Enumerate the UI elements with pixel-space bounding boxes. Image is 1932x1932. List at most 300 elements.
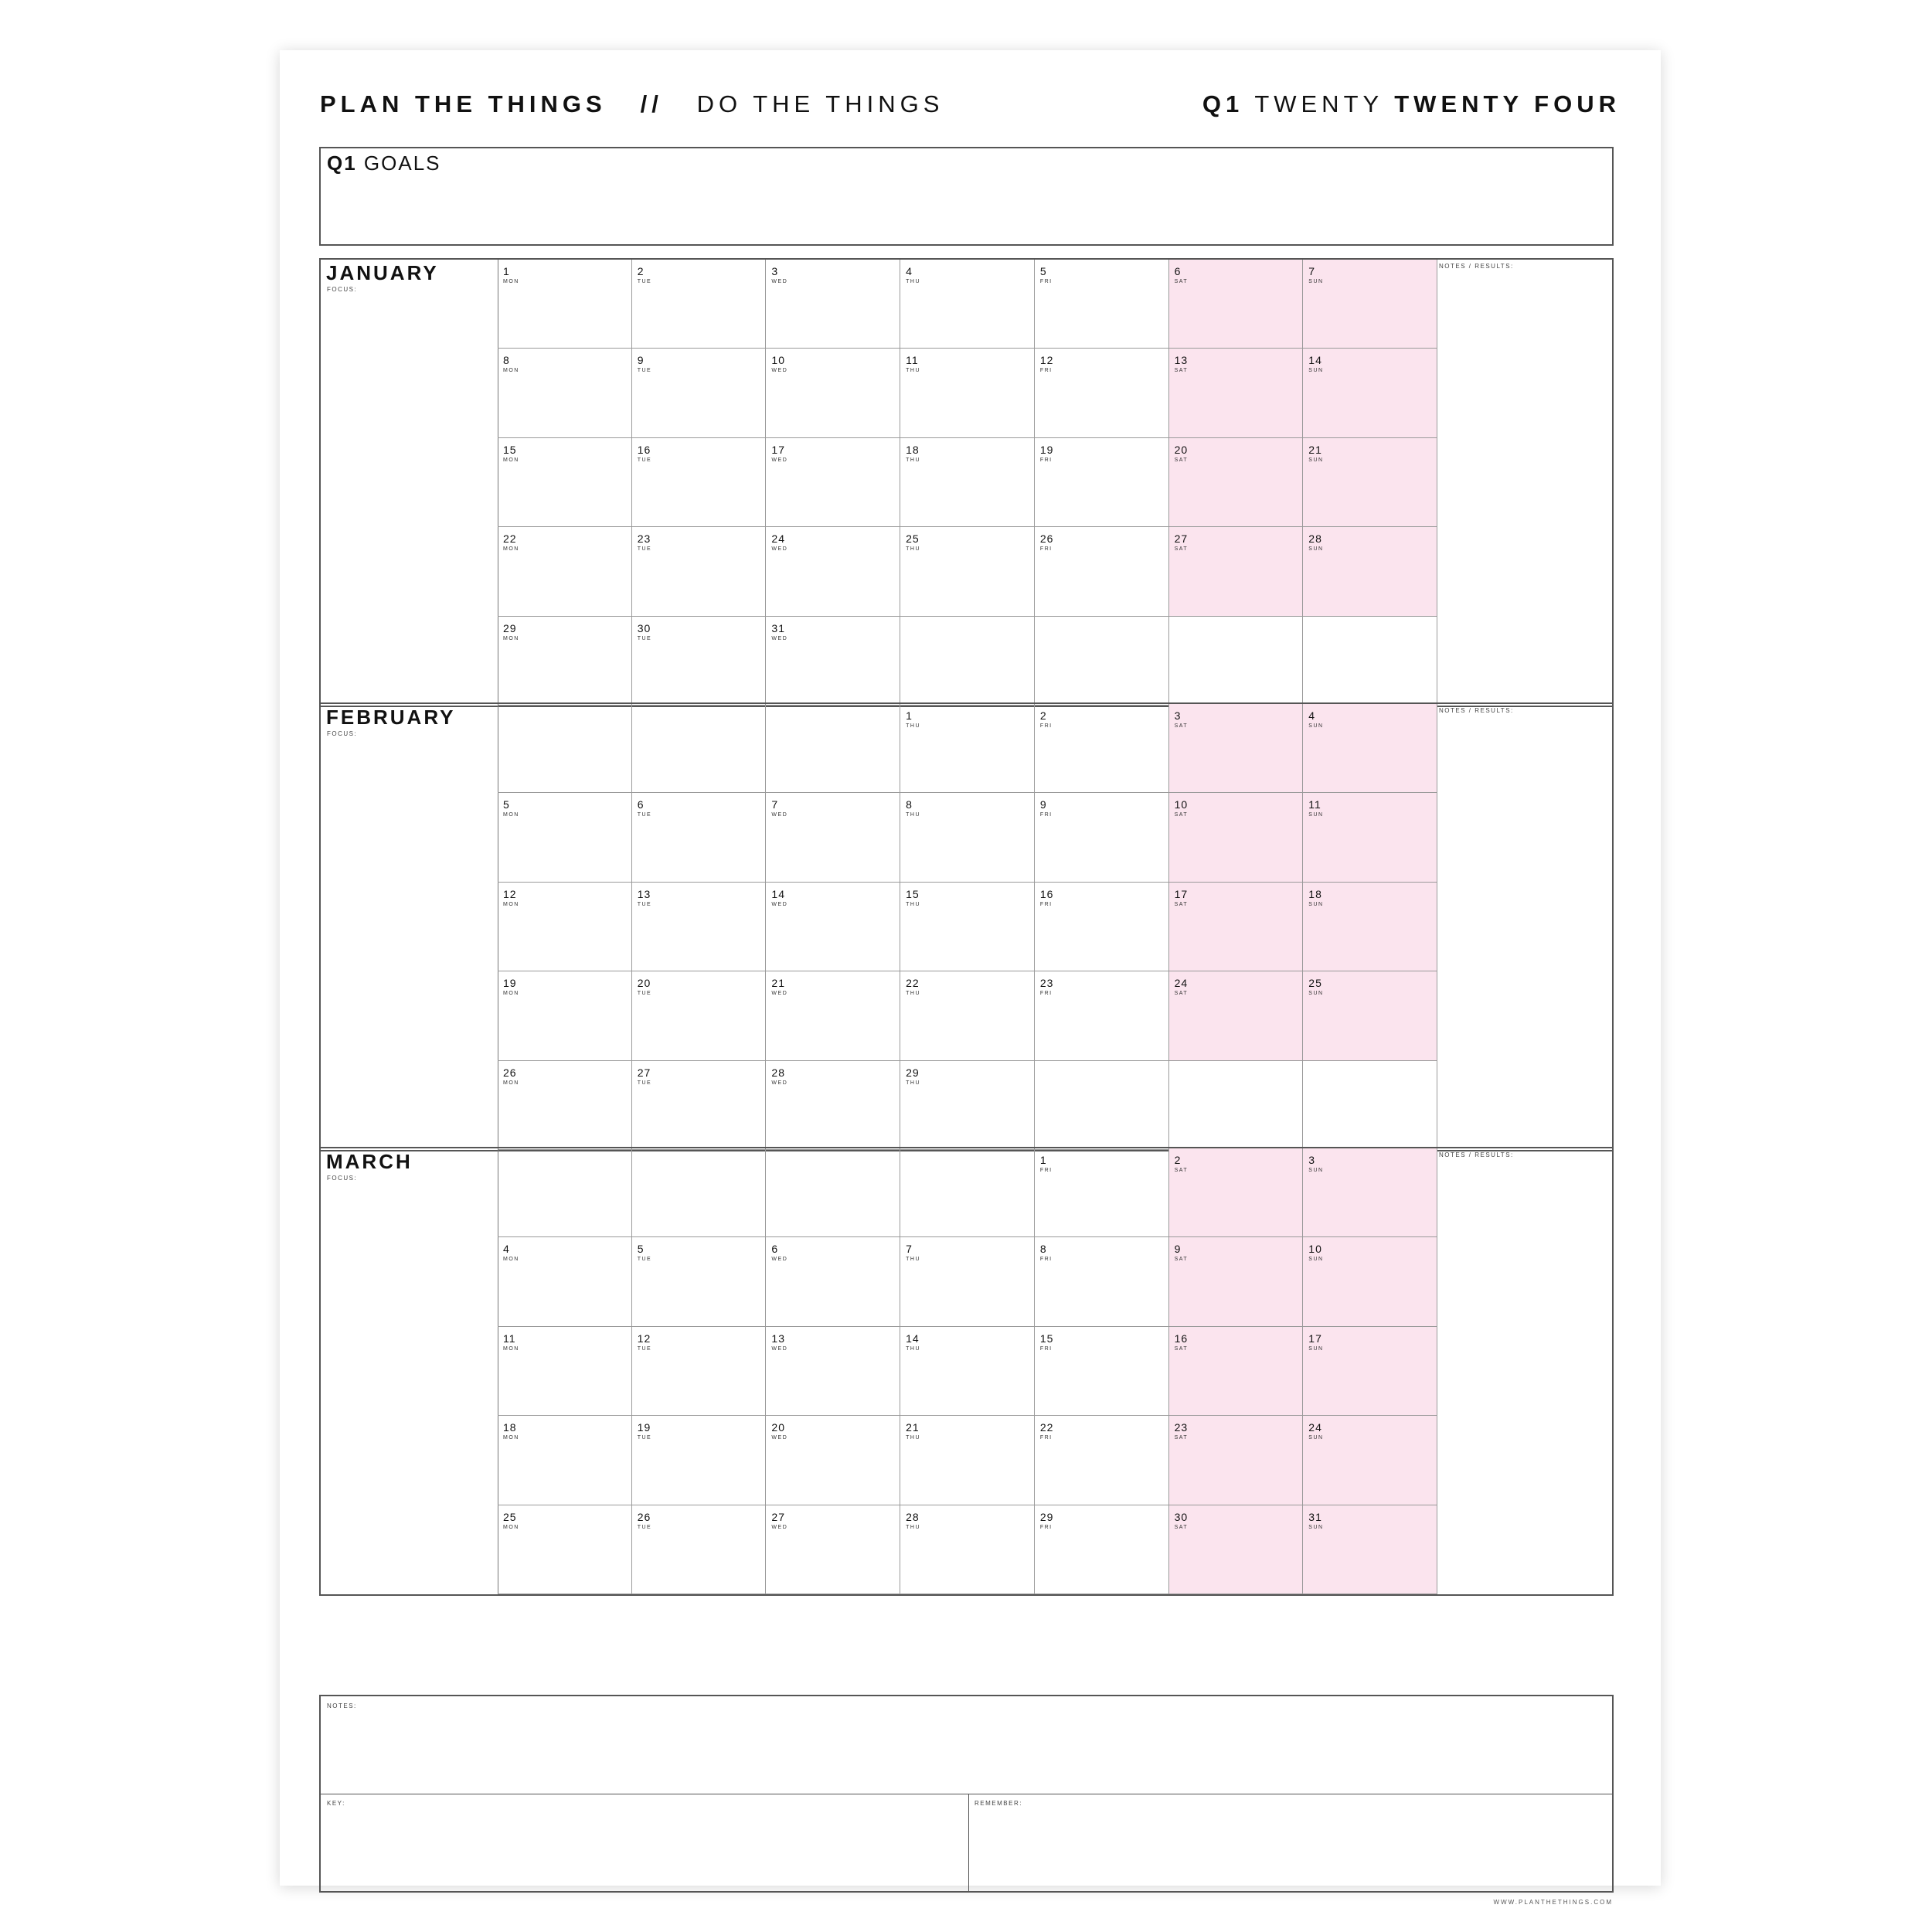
day-cell[interactable] xyxy=(766,1416,900,1505)
day-cell[interactable] xyxy=(1169,704,1304,793)
day-cell[interactable] xyxy=(1303,1148,1437,1237)
day-number: 11 xyxy=(1308,798,1321,811)
weekday-label: FRI xyxy=(1039,723,1053,729)
day-cell[interactable] xyxy=(766,1237,900,1326)
weekday-label: TUE xyxy=(637,1524,652,1530)
day-cell[interactable] xyxy=(1169,438,1304,527)
page-header xyxy=(320,85,1621,124)
weekday-label: MON xyxy=(503,812,519,818)
goals-box[interactable] xyxy=(319,147,1614,246)
weekday-label: SUN xyxy=(1308,546,1324,553)
weekday-label: FRI xyxy=(1039,368,1053,374)
empty-cell xyxy=(1035,1061,1169,1150)
day-number: 15 xyxy=(1039,1332,1054,1345)
weekday-label: MON xyxy=(503,1080,519,1086)
day-number: 27 xyxy=(1174,532,1189,546)
month-name: JANUARY xyxy=(326,261,439,284)
day-number: 14 xyxy=(1308,354,1322,367)
day-number: 1 xyxy=(503,265,510,277)
weekday-label: WED xyxy=(771,635,788,641)
day-number: 26 xyxy=(1039,532,1054,546)
day-number: 10 xyxy=(1308,1243,1322,1256)
day-number: 21 xyxy=(1308,443,1322,456)
weekday-label: FRI xyxy=(1039,1435,1053,1441)
weekday-label: SAT xyxy=(1174,546,1189,553)
day-cell[interactable] xyxy=(1035,1237,1169,1326)
header-separator: // xyxy=(640,90,663,117)
day-number: 16 xyxy=(1174,1332,1189,1345)
day-cell[interactable] xyxy=(498,1061,632,1150)
weekday-label: TUE xyxy=(637,635,652,641)
day-number: 7 xyxy=(906,1243,913,1256)
weekday-label: WED xyxy=(771,457,788,463)
day-cell[interactable] xyxy=(1035,1327,1169,1416)
weekday-label: SUN xyxy=(1308,1435,1324,1441)
day-cell[interactable] xyxy=(1035,704,1169,793)
day-number: 24 xyxy=(771,532,785,546)
day-number: 12 xyxy=(1039,354,1054,367)
day-cell[interactable] xyxy=(1169,793,1304,882)
focus-label: FOCUS: xyxy=(327,286,358,293)
weekday-label: TUE xyxy=(637,812,652,818)
day-cell[interactable] xyxy=(498,971,632,1060)
weekday-label: THU xyxy=(906,812,921,818)
weekday-label: SUN xyxy=(1308,279,1324,284)
weekday-label: FRI xyxy=(1039,1345,1053,1352)
weekday-label: SUN xyxy=(1308,901,1324,907)
weekday-label: SUN xyxy=(1308,1345,1324,1352)
day-number: 22 xyxy=(906,977,920,990)
day-cell[interactable] xyxy=(498,349,632,437)
day-cell[interactable] xyxy=(900,438,1035,527)
day-number: 23 xyxy=(1039,977,1054,990)
day-cell[interactable] xyxy=(1035,1148,1169,1237)
weekday-label: MON xyxy=(503,546,519,553)
empty-cell xyxy=(498,1148,632,1237)
goals-text: GOALS xyxy=(363,151,441,175)
day-cell[interactable] xyxy=(900,704,1035,793)
day-cell[interactable] xyxy=(498,1416,632,1505)
day-number: 6 xyxy=(637,798,645,811)
weekday-label: MON xyxy=(503,368,519,374)
weekday-label: THU xyxy=(906,279,921,284)
day-number: 22 xyxy=(1039,1421,1054,1434)
weekday-label: SUN xyxy=(1308,1524,1324,1530)
remember-label: REMEMBER: xyxy=(975,1800,1022,1807)
weekday-label: THU xyxy=(906,991,921,997)
day-number: 25 xyxy=(906,532,920,546)
month-name: MARCH xyxy=(326,1150,413,1173)
notes-results-label: NOTES / RESULTS: xyxy=(1439,1151,1514,1158)
day-number: 23 xyxy=(637,532,651,546)
day-cell[interactable] xyxy=(632,793,767,882)
day-cell[interactable] xyxy=(1035,349,1169,437)
day-number: 19 xyxy=(503,977,517,990)
day-cell[interactable] xyxy=(498,883,632,971)
weekday-label: TUE xyxy=(637,368,652,374)
day-cell[interactable] xyxy=(900,527,1035,616)
weekday-label: SUN xyxy=(1308,991,1324,997)
day-number: 15 xyxy=(906,887,920,900)
weekday-label: THU xyxy=(906,1080,921,1086)
day-cell[interactable] xyxy=(1303,438,1437,527)
day-cell[interactable] xyxy=(766,1061,900,1150)
calendar-grid xyxy=(498,1148,1437,1594)
day-number: 13 xyxy=(637,887,651,900)
day-cell[interactable] xyxy=(632,971,767,1060)
day-number: 20 xyxy=(1174,443,1189,456)
weekday-label: WED xyxy=(771,1345,788,1352)
weekday-label: MON xyxy=(503,1257,519,1263)
weekday-label: SAT xyxy=(1174,368,1189,374)
weekday-label: SAT xyxy=(1174,723,1189,729)
day-number: 28 xyxy=(906,1510,920,1523)
day-cell[interactable] xyxy=(900,883,1035,971)
empty-cell xyxy=(1169,1061,1304,1150)
day-number: 18 xyxy=(503,1421,517,1434)
empty-cell xyxy=(1035,617,1169,706)
focus-label: FOCUS: xyxy=(327,1175,358,1182)
day-cell[interactable] xyxy=(766,438,900,527)
calendar-grid xyxy=(498,260,1437,706)
day-cell[interactable] xyxy=(632,349,767,437)
empty-cell xyxy=(632,1148,767,1237)
weekday-label: SAT xyxy=(1174,457,1189,463)
weekday-label: MON xyxy=(503,1524,519,1530)
weekday-label: TUE xyxy=(637,1435,652,1441)
day-number: 8 xyxy=(906,798,913,811)
day-cell[interactable] xyxy=(900,349,1035,437)
day-number: 18 xyxy=(906,443,920,456)
day-number: 12 xyxy=(503,887,517,900)
day-number: 24 xyxy=(1174,977,1189,990)
day-number: 27 xyxy=(637,1066,651,1079)
weekday-label: SUN xyxy=(1308,1168,1324,1173)
weekday-label: SUN xyxy=(1308,723,1324,729)
day-number: 20 xyxy=(637,977,651,990)
day-cell[interactable] xyxy=(1169,349,1304,437)
day-cell[interactable] xyxy=(1303,793,1437,882)
day-number: 13 xyxy=(771,1332,785,1345)
weekday-label: MON xyxy=(503,1435,519,1441)
day-number: 4 xyxy=(503,1243,510,1256)
weekday-label: THU xyxy=(906,901,921,907)
weekday-label: SAT xyxy=(1174,1435,1189,1441)
day-cell[interactable] xyxy=(1303,349,1437,437)
weekday-label: WED xyxy=(771,1435,788,1441)
empty-cell xyxy=(766,1148,900,1237)
day-cell[interactable] xyxy=(1035,1505,1169,1594)
day-number: 21 xyxy=(906,1421,920,1434)
day-number: 2 xyxy=(1174,1154,1182,1166)
key-label: KEY: xyxy=(327,1800,345,1807)
day-number: 24 xyxy=(1308,1421,1322,1434)
day-number: 4 xyxy=(1308,709,1316,722)
day-cell[interactable] xyxy=(632,1237,767,1326)
weekday-label: THU xyxy=(906,1345,921,1352)
weekday-label: SAT xyxy=(1174,1524,1189,1530)
day-cell[interactable] xyxy=(1169,883,1304,971)
day-cell[interactable] xyxy=(498,1505,632,1594)
day-number: 15 xyxy=(503,443,517,456)
month-name: FEBRUARY xyxy=(326,706,456,729)
day-cell[interactable] xyxy=(766,527,900,616)
day-cell[interactable] xyxy=(632,617,767,706)
weekday-label: TUE xyxy=(637,279,652,284)
day-cell[interactable] xyxy=(900,1237,1035,1326)
day-cell[interactable] xyxy=(900,1327,1035,1416)
month-february xyxy=(319,702,1614,1151)
day-number: 19 xyxy=(637,1421,651,1434)
day-cell[interactable] xyxy=(498,1327,632,1416)
weekday-label: WED xyxy=(771,991,788,997)
day-cell[interactable] xyxy=(900,971,1035,1060)
day-cell[interactable] xyxy=(1035,793,1169,882)
day-number: 1 xyxy=(1039,1154,1047,1166)
footer-url: WWW.PLANTHETHINGS.COM xyxy=(1493,1899,1613,1906)
weekday-label: WED xyxy=(771,368,788,374)
header-year-bold: TWENTY FOUR xyxy=(1394,90,1621,117)
day-number: 19 xyxy=(1039,443,1054,456)
day-number: 31 xyxy=(771,621,785,634)
weekday-label: WED xyxy=(771,1257,788,1263)
day-cell[interactable] xyxy=(1303,1237,1437,1326)
bottom-divider-vertical xyxy=(968,1794,969,1891)
day-cell[interactable] xyxy=(766,883,900,971)
empty-cell xyxy=(1303,1061,1437,1150)
day-number: 12 xyxy=(637,1332,651,1345)
day-number: 5 xyxy=(1039,265,1047,277)
weekday-label: MON xyxy=(503,991,519,997)
day-number: 21 xyxy=(771,977,785,990)
weekday-label: THU xyxy=(906,1435,921,1441)
day-cell[interactable] xyxy=(1035,971,1169,1060)
day-cell[interactable] xyxy=(766,260,900,349)
weekday-label: MON xyxy=(503,1345,519,1352)
day-cell[interactable] xyxy=(1169,1327,1304,1416)
day-number: 29 xyxy=(906,1066,920,1079)
day-number: 10 xyxy=(1174,798,1189,811)
month-january xyxy=(319,258,1614,707)
day-number: 5 xyxy=(503,798,510,811)
day-number: 5 xyxy=(637,1243,645,1256)
day-cell[interactable] xyxy=(766,971,900,1060)
weekday-label: TUE xyxy=(637,546,652,553)
day-cell[interactable] xyxy=(632,1327,767,1416)
day-cell[interactable] xyxy=(632,438,767,527)
day-cell[interactable] xyxy=(632,260,767,349)
weekday-label: WED xyxy=(771,1524,788,1530)
day-cell[interactable] xyxy=(1169,260,1304,349)
weekday-label: FRI xyxy=(1039,812,1053,818)
day-number: 16 xyxy=(1039,887,1054,900)
weekday-label: THU xyxy=(906,1524,921,1530)
day-number: 8 xyxy=(503,354,510,367)
empty-cell xyxy=(632,704,767,793)
day-cell[interactable] xyxy=(498,260,632,349)
day-cell[interactable] xyxy=(1169,971,1304,1060)
planner-sheet xyxy=(280,50,1661,1906)
weekday-label: SAT xyxy=(1174,991,1189,997)
day-cell[interactable] xyxy=(632,1416,767,1505)
weekday-label: MON xyxy=(503,279,519,284)
day-cell[interactable] xyxy=(1035,438,1169,527)
day-number: 26 xyxy=(637,1510,651,1523)
header-year-light: TWENTY xyxy=(1254,90,1383,117)
day-cell[interactable] xyxy=(1303,704,1437,793)
day-cell[interactable] xyxy=(1303,260,1437,349)
month-march xyxy=(319,1147,1614,1596)
day-cell[interactable] xyxy=(766,1327,900,1416)
day-number: 1 xyxy=(906,709,913,722)
weekday-label: THU xyxy=(906,457,921,463)
day-number: 30 xyxy=(637,621,651,634)
day-cell[interactable] xyxy=(632,1505,767,1594)
weekday-label: SUN xyxy=(1308,368,1324,374)
weekday-label: WED xyxy=(771,546,788,553)
day-cell[interactable] xyxy=(766,793,900,882)
day-cell[interactable] xyxy=(900,793,1035,882)
weekday-label: TUE xyxy=(637,1257,652,1263)
weekday-label: WED xyxy=(771,1080,788,1086)
day-cell[interactable] xyxy=(900,260,1035,349)
header-plan: PLAN THE THINGS xyxy=(320,90,607,117)
weekday-label: FRI xyxy=(1039,279,1053,284)
day-number: 13 xyxy=(1174,354,1189,367)
day-cell[interactable] xyxy=(498,527,632,616)
weekday-label: SAT xyxy=(1174,812,1189,818)
day-number: 4 xyxy=(906,265,913,277)
day-number: 3 xyxy=(771,265,779,277)
day-cell[interactable] xyxy=(498,617,632,706)
day-number: 27 xyxy=(771,1510,785,1523)
weekday-label: WED xyxy=(771,901,788,907)
weekday-label: FRI xyxy=(1039,457,1053,463)
day-cell[interactable] xyxy=(900,1416,1035,1505)
day-cell[interactable] xyxy=(900,1505,1035,1594)
weekday-label: SUN xyxy=(1308,812,1324,818)
weekday-label: FRI xyxy=(1039,1524,1053,1530)
weekday-label: WED xyxy=(771,279,788,284)
day-number: 29 xyxy=(503,621,517,634)
day-cell[interactable] xyxy=(1169,527,1304,616)
day-cell[interactable] xyxy=(900,1061,1035,1150)
day-number: 25 xyxy=(503,1510,517,1523)
day-number: 9 xyxy=(1174,1243,1182,1256)
weekday-label: SUN xyxy=(1308,457,1324,463)
day-cell[interactable] xyxy=(498,1237,632,1326)
day-number: 2 xyxy=(1039,709,1047,722)
day-cell[interactable] xyxy=(1035,527,1169,616)
goals-quarter: Q1 xyxy=(327,151,357,175)
weekday-label: FRI xyxy=(1039,1168,1053,1173)
weekday-label: MON xyxy=(503,457,519,463)
day-cell[interactable] xyxy=(1303,1327,1437,1416)
day-cell[interactable] xyxy=(1035,260,1169,349)
day-number: 6 xyxy=(1174,265,1182,277)
weekday-label: FRI xyxy=(1039,1257,1053,1263)
weekday-label: MON xyxy=(503,901,519,907)
header-left xyxy=(320,90,944,118)
empty-cell xyxy=(498,704,632,793)
day-number: 29 xyxy=(1039,1510,1054,1523)
empty-cell xyxy=(1303,617,1437,706)
day-number: 16 xyxy=(637,443,651,456)
empty-cell xyxy=(1169,617,1304,706)
day-cell[interactable] xyxy=(1035,1416,1169,1505)
empty-cell xyxy=(766,704,900,793)
day-cell[interactable] xyxy=(1303,883,1437,971)
weekday-label: WED xyxy=(771,812,788,818)
day-number: 9 xyxy=(1039,798,1047,811)
weekday-label: THU xyxy=(906,1257,921,1263)
day-number: 10 xyxy=(771,354,785,367)
header-right xyxy=(1202,90,1621,118)
weekday-label: TUE xyxy=(637,1080,652,1086)
weekday-label: TUE xyxy=(637,901,652,907)
day-cell[interactable] xyxy=(1169,1416,1304,1505)
day-cell[interactable] xyxy=(1303,527,1437,616)
weekday-label: SAT xyxy=(1174,1257,1189,1263)
day-number: 14 xyxy=(771,887,785,900)
day-cell[interactable] xyxy=(1035,883,1169,971)
day-number: 11 xyxy=(906,354,919,367)
day-number: 22 xyxy=(503,532,517,546)
day-number: 20 xyxy=(771,1421,785,1434)
day-cell[interactable] xyxy=(1303,1505,1437,1594)
weekday-label: TUE xyxy=(637,457,652,463)
day-number: 23 xyxy=(1174,1421,1189,1434)
day-cell[interactable] xyxy=(632,527,767,616)
weekday-label: SAT xyxy=(1174,1168,1189,1173)
day-cell[interactable] xyxy=(1303,971,1437,1060)
day-number: 17 xyxy=(1308,1332,1322,1345)
empty-cell xyxy=(900,1148,1035,1237)
weekday-label: MON xyxy=(503,635,519,641)
header-quarter: Q1 xyxy=(1202,90,1244,117)
calendar-grid xyxy=(498,704,1437,1150)
weekday-label: TUE xyxy=(637,991,652,997)
day-number: 7 xyxy=(771,798,779,811)
notes-results-label: NOTES / RESULTS: xyxy=(1439,263,1514,270)
day-cell[interactable] xyxy=(766,617,900,706)
day-number: 2 xyxy=(637,265,645,277)
day-number: 18 xyxy=(1308,887,1322,900)
day-number: 3 xyxy=(1174,709,1182,722)
notes-label: NOTES: xyxy=(327,1702,357,1709)
day-cell[interactable] xyxy=(1169,1237,1304,1326)
weekday-label: FRI xyxy=(1039,991,1053,997)
day-number: 6 xyxy=(771,1243,779,1256)
day-cell[interactable] xyxy=(632,1061,767,1150)
day-number: 7 xyxy=(1308,265,1316,277)
day-cell[interactable] xyxy=(1169,1148,1304,1237)
day-cell[interactable] xyxy=(498,438,632,527)
day-number: 28 xyxy=(771,1066,785,1079)
day-cell[interactable] xyxy=(1303,1416,1437,1505)
day-cell[interactable] xyxy=(766,1505,900,1594)
day-number: 31 xyxy=(1308,1510,1322,1523)
weekday-label: THU xyxy=(906,368,921,374)
day-cell[interactable] xyxy=(632,883,767,971)
weekday-label: SAT xyxy=(1174,1345,1189,1352)
empty-cell xyxy=(900,617,1035,706)
day-cell[interactable] xyxy=(498,793,632,882)
day-cell[interactable] xyxy=(1169,1505,1304,1594)
header-do: DO THE THINGS xyxy=(696,90,944,117)
weekday-label: SUN xyxy=(1308,1257,1324,1263)
day-cell[interactable] xyxy=(766,349,900,437)
